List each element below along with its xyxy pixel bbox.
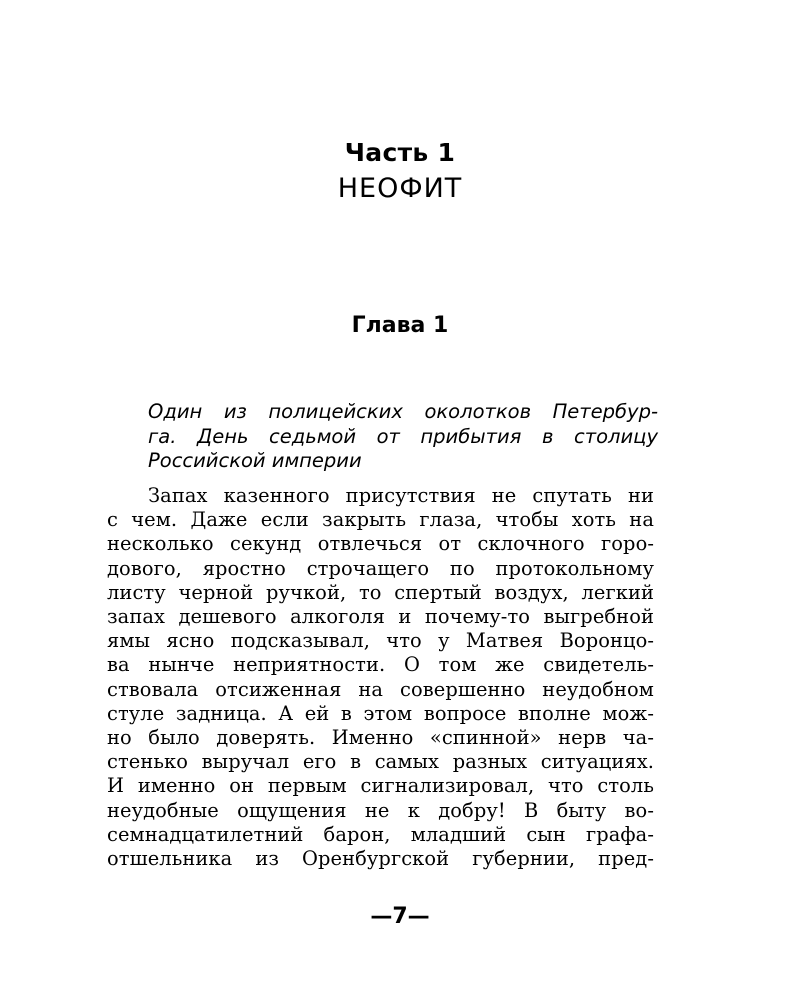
part-title: НЕОФИТ [337, 173, 463, 204]
body-line: Запах казенного присутствия не спутать ни [148, 484, 654, 507]
body-line: ва нынче неприятности. О том же свидетель- [107, 653, 654, 677]
body-line: но было доверять. Именно «спинной» нерв ча- [107, 726, 654, 750]
body-line: стуле задница. А ей в этом вопросе вполне мож- [107, 701, 654, 725]
part-label: Часть 1 [344, 138, 456, 167]
body-paragraph [107, 484, 654, 871]
page-number: —7— [370, 904, 430, 929]
body-line: отшельника из Оренбургской губернии, пред- [107, 847, 654, 871]
body-line: ствовала отсиженная на совершенно неудобном [107, 677, 654, 701]
epigraph-line: Российской империи [148, 449, 362, 473]
body-line: запах дешевого алкоголя и почему-то выгребной [107, 605, 654, 629]
epigraph-line: га. День седьмой от прибытия в столицу [148, 424, 658, 448]
body-line: И именно он первым сигнализировал, что столь [107, 774, 654, 798]
body-line: дового, яростно строчащего по протокольному [107, 556, 654, 580]
body-line: стенько выручал его в самых разных ситуациях. [107, 750, 654, 774]
chapter-title: Глава 1 [351, 313, 449, 338]
body-line: листу черной ручкой, то спертый воздух, легкий [107, 580, 654, 604]
epigraph [148, 400, 658, 474]
body-line: с чем. Даже если закрыть глаза, чтобы хоть на [107, 508, 654, 532]
body-line: несколько секунд отвлечься от склочного горо- [107, 532, 654, 556]
epigraph-line: Один из полицейских околотков Петербур- [148, 400, 658, 423]
body-line: неудобные ощущения не к добру! В быту во- [107, 798, 654, 822]
body-line: ямы ясно подсказывал, что у Матвея Воронцо- [107, 629, 654, 653]
body-line: семнадцатилетний барон, младший сын графа- [107, 822, 654, 846]
